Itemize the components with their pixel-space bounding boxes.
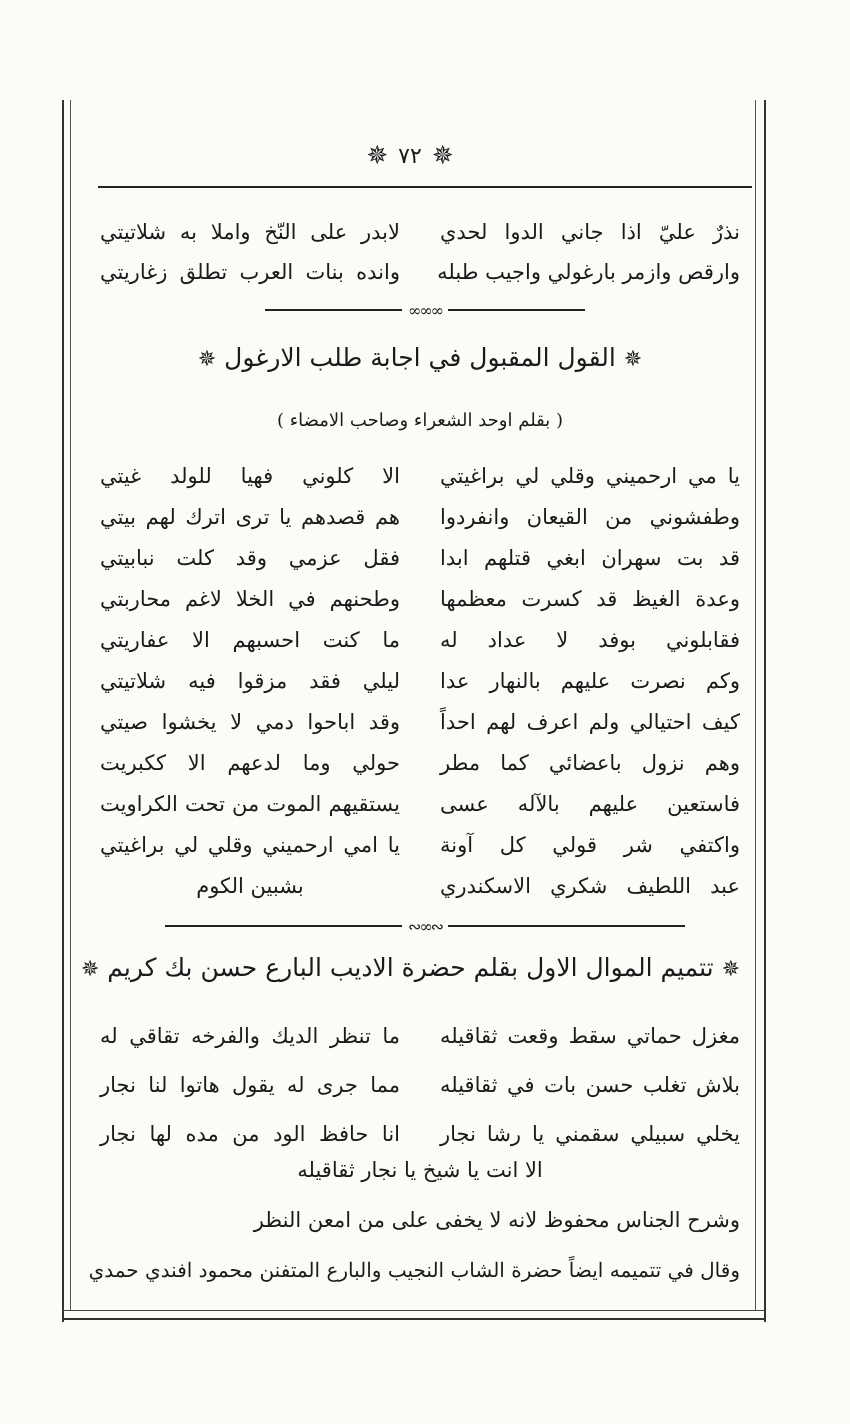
verse-first-hemistich: بلاش تغلب حسن بات في ثقاقيله	[440, 1073, 740, 1097]
verse-first-hemistich: وطفشوني من القيعان وانفردوا	[440, 505, 740, 529]
verse-line	[100, 825, 740, 865]
verse-first-hemistich: فاستعين عليهم بالآله عسى	[440, 792, 740, 816]
ornament-star-icon: ✵	[623, 347, 643, 372]
author-signature-line	[100, 866, 740, 906]
verse-line	[100, 661, 740, 701]
section-title-text: تتميم الموال الاول بقلم حضرة الاديب البارع حسن بك كريم	[107, 953, 714, 982]
verse-first-hemistich: قد بت سهران ابغي قتلهم ابدا	[440, 546, 740, 570]
frame-bottom-rule	[62, 1310, 766, 1311]
verse-second-hemistich: الا كلوني فهيا للولد غيتي	[100, 464, 400, 488]
verse-second-hemistich: ما تنظر الديك والفرخه تقاقي له	[100, 1024, 400, 1048]
final-line: وقال في تتميمه ايضاً حضرة الشاب النجيب والبارع المتفنن محمود افندي حمدي	[88, 1258, 740, 1282]
ornament-star-icon: ✵	[197, 347, 217, 372]
section-subtitle: ( بقلم اوحد الشعراء وصاحب الامضاء )	[276, 410, 564, 431]
verse-line	[100, 743, 740, 783]
verse-line	[100, 1065, 740, 1105]
verse-first-hemistich: وعدة الغيظ قد كسرت معظمها	[440, 587, 740, 611]
verse-second-hemistich: ليلي فقد مزقوا فيه شلاتيتي	[100, 669, 400, 693]
verse-second-hemistich: انا حافظ الود من مده لها نجار	[100, 1122, 400, 1146]
verse-second-hemistich: وطحنهم في الخلا لاغم محاربتي	[100, 587, 400, 611]
verse-line	[100, 702, 740, 742]
verse-second-hemistich: فقل عزمي وقد كلت نبابيتي	[100, 546, 400, 570]
ornamental-divider	[265, 300, 585, 320]
verse-second-hemistich: مما جرى له يقول هاتوا لنا نجار	[100, 1073, 400, 1097]
verse-line	[100, 497, 740, 537]
verse-second-hemistich: وانده بنات العرب تطلق زغاريتي	[100, 260, 400, 284]
divider-knot-icon: ∞∞∞	[408, 300, 442, 320]
verse-first-hemistich: يا مي ارحميني وقلي لي براغيتي	[440, 464, 740, 488]
verse-line	[100, 1114, 740, 1154]
verse-second-hemistich: حولي وما لدعهم الا ككبريت	[100, 751, 400, 775]
verse-line	[100, 212, 740, 252]
frame-bottom-rule-thick	[62, 1318, 766, 1320]
verse-line	[100, 784, 740, 824]
verse-first-hemistich: نذرٌ عليّ اذا جاني الدوا لحدي	[440, 220, 740, 244]
verse-second-hemistich: وقد اباحوا دمي لا يخشوا صيتي	[100, 710, 400, 734]
ornament-star-icon: ✵	[721, 957, 740, 982]
verse-first-hemistich: واكتفي شر قولي كل آونة	[440, 833, 740, 857]
verse-second-hemistich: هم قصدهم يا ترى اترك لهم بيتي	[100, 505, 400, 529]
verse-second-hemistich: يا امي ارحميني وقلي لي براغيتي	[100, 833, 400, 857]
verse-first-hemistich: فقابلوني بوفد لا عداد له	[440, 628, 740, 652]
verse-first-hemistich: مغزل حماتي سقط وقعت ثقاقيله	[440, 1024, 740, 1048]
closing-verse-line: الا انت يا شيخ يا نجار ثقاقيله	[297, 1158, 543, 1182]
verse-second-hemistich: لابدر على النّخ واملا به شلاتيتي	[100, 220, 400, 244]
verse-first-hemistich: كيف احتيالي ولم اعرف لهم احداً	[440, 710, 740, 734]
ornamental-divider	[165, 916, 685, 936]
ornament-star-icon: ✵	[366, 141, 389, 171]
note-line: وشرح الجناس محفوظ لانه لا يخفى على من امعن النظر	[253, 1208, 740, 1232]
author-location: بشبين الكوم	[196, 874, 304, 898]
verse-first-hemistich: وارقص وازمر بارغولي واجيب طبله	[437, 260, 740, 284]
page-number: ٧٢	[398, 143, 422, 169]
verse-line	[100, 579, 740, 619]
verse-second-hemistich: ما كنت احسبهم الا عفاريتي	[100, 628, 400, 652]
section-title	[80, 946, 740, 992]
verse-line	[100, 456, 740, 496]
verse-second-hemistich: يستقيهم الموت من تحت الكراويت	[100, 792, 400, 816]
verse-line	[100, 1016, 740, 1056]
verse-first-hemistich: وهم نزول باعضائي كما مطر	[440, 751, 740, 775]
ornament-star-icon: ✵	[80, 957, 100, 982]
author-name: عبد اللطيف شكري الاسكندري	[440, 874, 740, 898]
ornament-star-icon: ✵	[431, 141, 454, 171]
verse-first-hemistich: يخلي سبيلي سقمني يا رشا نجار	[440, 1122, 740, 1146]
section-title	[100, 336, 740, 382]
verse-first-hemistich: وكم نصرت عليهم بالنهار عدا	[440, 669, 740, 693]
verse-line	[100, 620, 740, 660]
verse-line	[100, 538, 740, 578]
page-number-header	[340, 136, 480, 176]
section-title-text: القول المقبول في اجابة طلب الارغول	[224, 343, 616, 372]
verse-line	[100, 252, 740, 292]
header-rule	[98, 186, 752, 188]
divider-knot-icon: ∾∞∾	[407, 916, 443, 936]
